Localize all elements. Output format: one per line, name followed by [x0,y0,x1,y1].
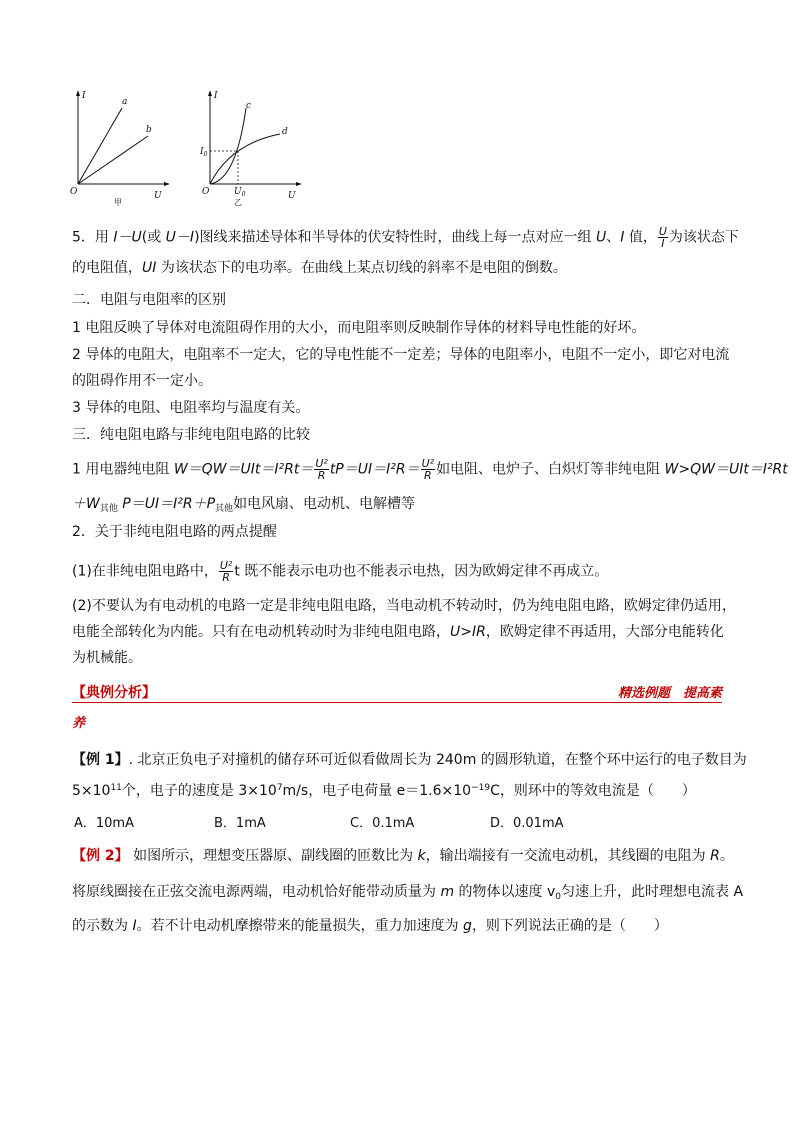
axis-label-u: U [288,191,296,201]
axis-label-i: I [82,91,86,101]
section2-p1: 1 电阻反映了导体对电流阻碍作用的大小，而电阻率则反映制作导体的材料导电性能的好坏。 [72,320,646,336]
curve-c [210,108,246,184]
section2-title: 二．电阻与电阻率的区别 [72,292,226,308]
example1-option-a[interactable]: A．10mA [74,816,134,831]
section3-p2: 2．关于非纯电阻电路的两点提醒 [72,524,277,540]
section3-line1: 1 用电器纯电阻 W＝QW＝UIt＝I²Rt＝ $\frac{\text{U²}}{R}$ tP＝UI＝I²R＝ $\frac{\text{U²}}{R}$ 如电阻、电炉子、白炽灯等非纯电阻 W>QW＝UIt＝I²Rt [72,457,788,482]
example2-line2: 将原线圈接在正弦交流电源两端，电动机恰好能带动质量为 m 的物体以速度 $v_0$匀速上升，此时理想电流表 A [72,884,744,902]
graph-yi [200,88,310,206]
graph-jia [66,88,176,206]
curve-a [78,108,122,184]
section3-line2: $+W_{其他}$ $P=UI=I^2R+P_{其他}$如电风扇、电动机、电解槽等 [72,496,416,514]
tick-label-u0: $U_0$ [234,187,246,198]
example2-line3: 的示数为 I。若不计电动机摩擦带来的能量损失，重力加速度为 g，则下列说法正确的是（ ） [72,918,668,934]
example1-option-b[interactable]: B．1mA [214,816,266,831]
fraction-u2-over-r: $\frac{\text{U²}}{R}$ [315,457,328,482]
section3-title: 三．纯电阻电路与非纯电阻电路的比较 [72,427,310,443]
example2-label: 【例 2】 [72,848,129,864]
curve-d [210,134,280,184]
curve-label-c: c [246,101,252,111]
graph-caption-jia: 甲 [114,198,122,206]
example1-line2: $5\times 10^{11}$个，电子的速度是 $3\times 10^7m/s$，电子电荷量 $e=1.6\times 10^{-19}C$，则环中的等效电流是（ ） [72,783,696,799]
curve-label-b: b [146,125,152,135]
section-header-title: 【典例分析】 [72,685,156,701]
section-header-slogan-cont: 养 [72,716,86,731]
graph-caption-yi: 乙 [234,198,242,206]
p5-line1: 5．用 I－U(或 U－I)图线来描述导体和半导体的伏安特性时，曲线上每一点对应一组 U、I 值， $\frac{U}{I}$ 为该状态下 [72,225,739,250]
section2-p2a: 2 导体的电阻大，电阻率不一定大，它的导电性能不一定差；导体的电阻率小，电阻不一定小，即它对电流 [72,347,730,363]
example1-option-c[interactable]: C．0.1mA [350,816,415,831]
curve-label-a: a [122,97,128,107]
fraction-u2-over-r: $\frac{\text{U²}}{R}$ [421,457,435,482]
fraction-u2-over-r: $\frac{\text{U²}}{R}$ [219,559,233,584]
curve-label-d: d [282,127,288,137]
p5-line2: 的电阻值，UI 为该状态下的电功率。在曲线上某点切线的斜率不是电阻的倒数。 [72,260,567,276]
axis-label-i: I [214,91,218,101]
section3-p4b: 电能全部转化为内能。只有在电动机转动时为非纯电阻电路，U>IR，欧姆定律不再适用，大部分电能转化 [72,624,724,640]
section2-p3: 3 导体的电阻、电阻率均与温度有关。 [72,400,310,416]
tick-label-i0: $I_0$ [200,147,208,158]
section-header-slogan: 精选例题 提高素 [617,686,722,701]
section3-p3: (1)在非纯电阻电路中， $\frac{\text{U²}}{R}$ t 既不能表示电功也不能表示电热，因为欧姆定律不再成立。 [72,559,609,584]
origin-label: O [202,187,210,197]
section3-p4a: (2)不要认为有电动机的电路一定是非纯电阻电路，当电动机不转动时，仍为纯电阻电路，欧姆定律仍适用， [72,598,736,614]
axis-label-u: U [154,191,162,201]
curve-b [78,136,148,184]
origin-label: O [70,187,78,197]
section2-p2b: 的阻碍作用不一定小。 [72,373,212,389]
fraction-u-over-i: $\frac{U}{I}$ [658,225,667,250]
section-header [72,682,722,703]
example1-option-d[interactable]: D．0.01mA [490,816,564,831]
example1-line1: 【例 1】. 北京正负电子对撞机的储存环可近似看做周长为 240m 的圆形轨道，在整个环中运行的电子数目为 [72,752,747,768]
example2-line1: 【例 2】 如图所示，理想变压器原、副线圈的匝数比为 k，输出端接有一交流电动机，其线圈的电阻为 R。 [72,848,734,864]
section3-p4e: 为机械能。 [72,650,142,666]
example1-label: 【例 1】 [72,752,129,768]
